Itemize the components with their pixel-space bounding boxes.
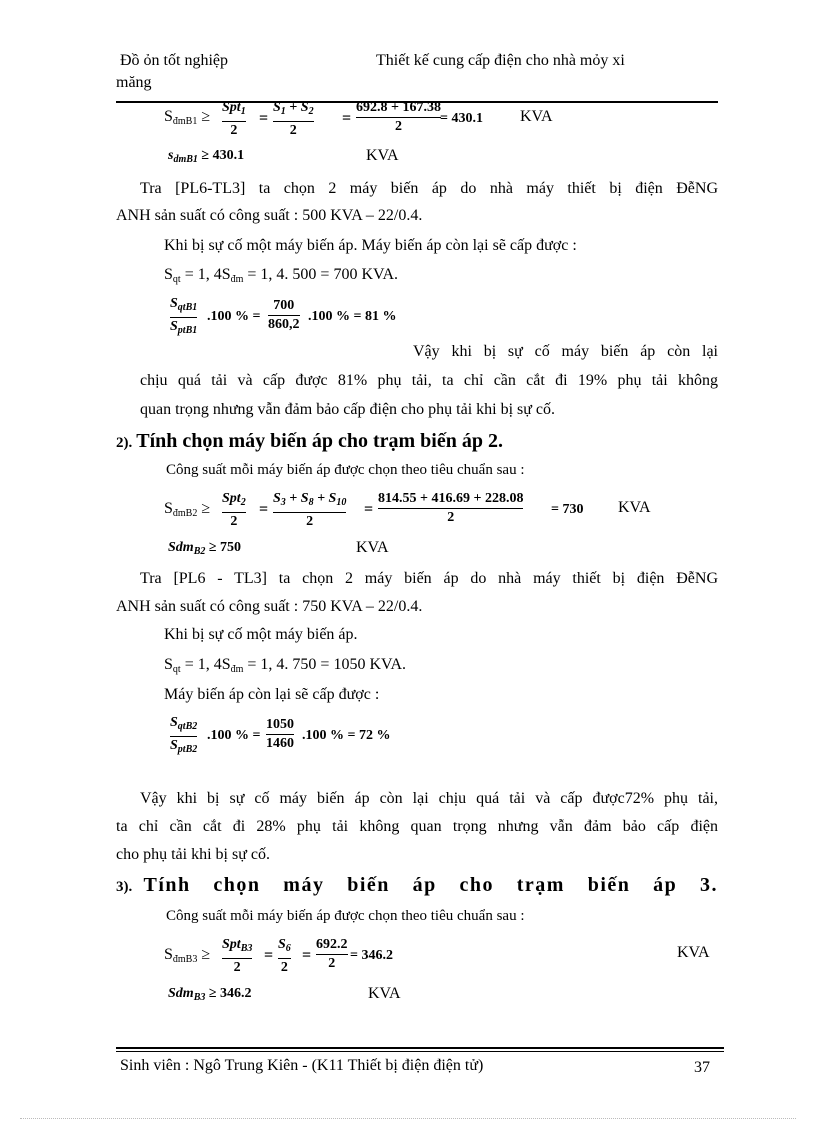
- s2-heading: 2). Tính chọn máy biến áp cho trạm biến áp 2.: [116, 430, 503, 452]
- s2-ratio-frac2: 1050 1460: [266, 717, 294, 751]
- s1-p3-line3: quan trọng nhưng vẫn đảm bảo cấp điện cho phụ tải khi bị sự cố.: [140, 401, 556, 418]
- s1-ratio-mid: .100 % =: [207, 309, 261, 324]
- s2-eq1-frac2: $S_3 + S_8 + S_{10}$ 2: [273, 491, 347, 529]
- s2-sqt: $S_{qt} = 1$, $4S_{đm} = 1$, 4. 750 = 1050 KVA.: [164, 656, 407, 675]
- s2-p3: Máy biến áp còn lại sẽ cấp được :: [164, 686, 380, 703]
- s2-ratio-end: .100 % = 72 %: [302, 728, 391, 743]
- s2-eq1-eq-a: =: [259, 501, 269, 518]
- s2-eq2: Sdm$_{B2}$ ≥ 750: [168, 540, 242, 557]
- s2-ratio-mid: .100 % =: [207, 728, 261, 743]
- footer-student: Sinh viên : Ngô Trung Kiên - (K11 Thiết bị điện điện tử): [120, 1057, 484, 1074]
- s3-eq1-frac3: 692.2 2: [316, 937, 348, 971]
- s3-intro: Công suất mỗi máy biến áp được chọn theo tiêu chuẩn sau :: [166, 908, 525, 924]
- s2-eq1-result: = 730: [551, 502, 584, 517]
- s1-eq1-frac2: $S_1 + S_2$ 2: [273, 100, 314, 138]
- header-left: Đồ ỏn tốt nghiệp: [120, 52, 228, 69]
- s1-p3-line1: Vậy khi bị sự cố máy biến áp còn lại: [413, 343, 718, 360]
- s3-eq2-unit: KVA: [368, 985, 401, 1002]
- s1-p1-line1: Tra [PL6-TL3] ta chọn 2 máy biến áp do nhà máy thiết bị điện ĐễNG: [140, 180, 718, 197]
- footer-rule-thin: [116, 1051, 724, 1052]
- s3-eq1-unit: KVA: [677, 944, 710, 961]
- s1-p1-line2: ANH sản suất có công suất : 500 KVA – 22/0.4.: [116, 207, 423, 224]
- s1-eq2-unit: KVA: [366, 147, 399, 164]
- s1-eq1-lhs: $S_{đmB1}$ ≥: [164, 108, 211, 127]
- s1-eq2: $s_{dmB1} \ge 430.1$: [168, 148, 245, 165]
- s2-intro: Công suất mỗi máy biến áp được chọn theo tiêu chuẩn sau :: [166, 462, 525, 478]
- s2-eq1-eq-b: =: [364, 501, 374, 518]
- s1-eq1-frac1: Spt$_1$ 2: [222, 100, 246, 138]
- s1-eq1-eq-a: =: [259, 110, 269, 127]
- s1-ratio-frac2: 700 860,2: [268, 298, 300, 332]
- s1-p2: Khi bị sự cố một máy biến áp. Máy biến áp còn lại sẽ cấp được :: [164, 237, 577, 254]
- s2-ratio-frac1: $S_{qtB2}$ $S_{ptB2}$: [170, 715, 198, 755]
- s2-p1-line1: Tra [PL6 - TL3] ta chọn 2 máy biến áp do nhà máy thiết bị điện ĐễNG: [140, 570, 718, 587]
- s2-p4-line1: Vậy khi bị sự cố máy biến áp còn lại chịu quá tải và cấp được72% phụ tải,: [140, 790, 718, 807]
- s2-eq1-frac1: Spt$_2$ 2: [222, 491, 246, 529]
- s2-p4-line3: cho phụ tải khi bị sự cố.: [116, 846, 270, 863]
- s3-eq1-eq-a: =: [264, 947, 274, 964]
- s2-eq2-unit: KVA: [356, 539, 389, 556]
- s1-sqt: $S_{qt} = 1$, $4S_{đm} = 1$, 4. 500 = 700 KVA.: [164, 266, 399, 285]
- s1-eq1-eq-b: =: [342, 110, 352, 127]
- s2-p4-line2: ta chỉ cần cắt đi 28% phụ tải không quan trọng nhưng vẫn đảm bảo cấp điện: [116, 818, 718, 835]
- page-bottom-dots: [20, 1118, 796, 1119]
- s2-eq1-unit: KVA: [618, 499, 651, 516]
- s3-eq1-frac2: $S_6$ 2: [278, 937, 291, 975]
- s1-ratio-frac1: $S_{qtB1}$ $S_{ptB1}$: [170, 296, 198, 336]
- s2-eq1-lhs: $S_{đmB2}$ ≥: [164, 500, 211, 519]
- s2-p1-line2: ANH sản suất có công suất : 750 KVA – 22/0.4.: [116, 598, 423, 615]
- s1-p3-line2: chịu quá tải và cấp được 81% phụ tải, ta chỉ cần cắt đi 19% phụ tải không: [140, 372, 718, 389]
- s3-heading: 3). Tính chọn máy biến áp cho trạm biến áp 3.: [116, 874, 719, 896]
- s2-eq1-frac3: 814.55 + 416.69 + 228.08 2: [378, 491, 524, 525]
- s1-eq1-frac3: 692.8 + 167.38 2: [356, 100, 441, 134]
- s1-ratio-end: .100 % = 81 %: [308, 309, 397, 324]
- s3-eq1-frac1: Spt$_{B3}$ 2: [222, 937, 253, 975]
- footer-rule-thick: [116, 1047, 724, 1049]
- s3-eq1-eq-b: =: [302, 947, 312, 964]
- page-number: 37: [694, 1059, 710, 1076]
- s1-eq1-unit: KVA: [520, 108, 553, 125]
- s3-eq1-result: = 346.2: [350, 948, 393, 963]
- header-wrap: măng: [116, 74, 152, 91]
- header-right: Thiết kế cung cấp điện cho nhà mỏy xi: [376, 52, 625, 69]
- s1-eq1-result: = 430.1: [440, 111, 483, 126]
- s3-eq2: Sdm$_{B3}$ ≥ 346.2: [168, 986, 252, 1003]
- s3-eq1-lhs: $S_{đmB3}$ ≥: [164, 946, 211, 965]
- s2-p2: Khi bị sự cố một máy biến áp.: [164, 626, 358, 643]
